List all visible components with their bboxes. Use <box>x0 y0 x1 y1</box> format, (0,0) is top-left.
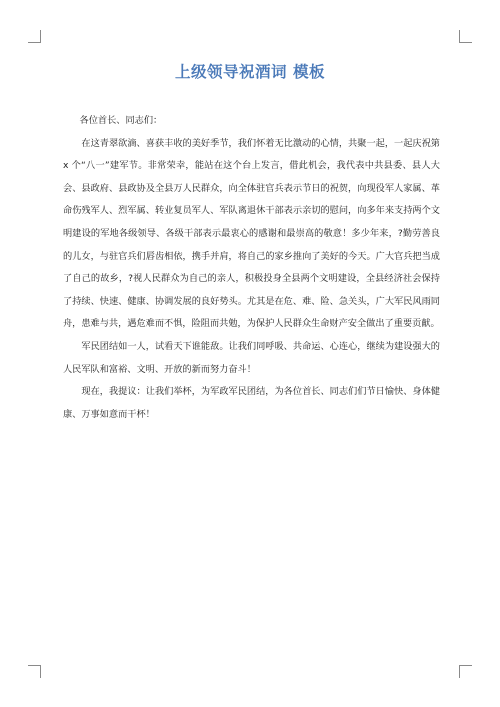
crop-mark-top-right <box>459 30 472 43</box>
document-body <box>63 110 440 426</box>
paragraph-1: 在这青翠欲滴、喜获丰收的美好季节，我们怀着无比激动的心情，共聚一起，一起庆祝第 x 个“八一”建军节。非常荣幸，能站在这个台上发言，借此机会，我代表中共县委、县人大会、县政府、县政协及全县万人民群众，向全体驻官兵表示节日的祝贺，向现役军人家属、革命伤残军人、烈军属、转业复员军人、军队离退休干部表示亲切的慰问，向多年来支持两个文明建设的军地各级领导、各级干部表示最衷心的感谢和最崇高的敬意！多少年来，?勤劳善良的儿女，与驻官兵们唇齿相依，携手并肩，将自己的家乡推向了美好的今天。广大官兵把当成了自己的故乡，?视人民群众为自己的亲人，积极投身全县两个文明建设，全县经济社会保持了持续、快速、健康、协调发展的良好势头。尤其是在危、难、险、急关头，广大军民风雨同舟，患难与共，遇危难而不惧，险阻而共勉，为保护人民群众生命财产安全做出了重要贡献。 <box>63 137 440 330</box>
crop-mark-top-left <box>28 30 41 43</box>
paragraph-3: 现在，我提议：让我们举杯，为军政军民团结，为各位首长、同志们们节日愉快、身体健康、万事如意而干杯！ <box>63 386 440 420</box>
crop-mark-bottom-left <box>28 665 41 678</box>
crop-mark-bottom-right <box>459 665 472 678</box>
salutation: 各位首长、同志们： <box>79 115 163 126</box>
paragraph-2: 军民团结如一人，试看天下谁能敌。让我们同呼吸、共命运、心连心，继续为建设强大的人民军队和富裕、文明、开放的新而努力奋斗！ <box>63 340 440 375</box>
document-title: 上级领导祝酒词 模板 <box>175 63 325 81</box>
